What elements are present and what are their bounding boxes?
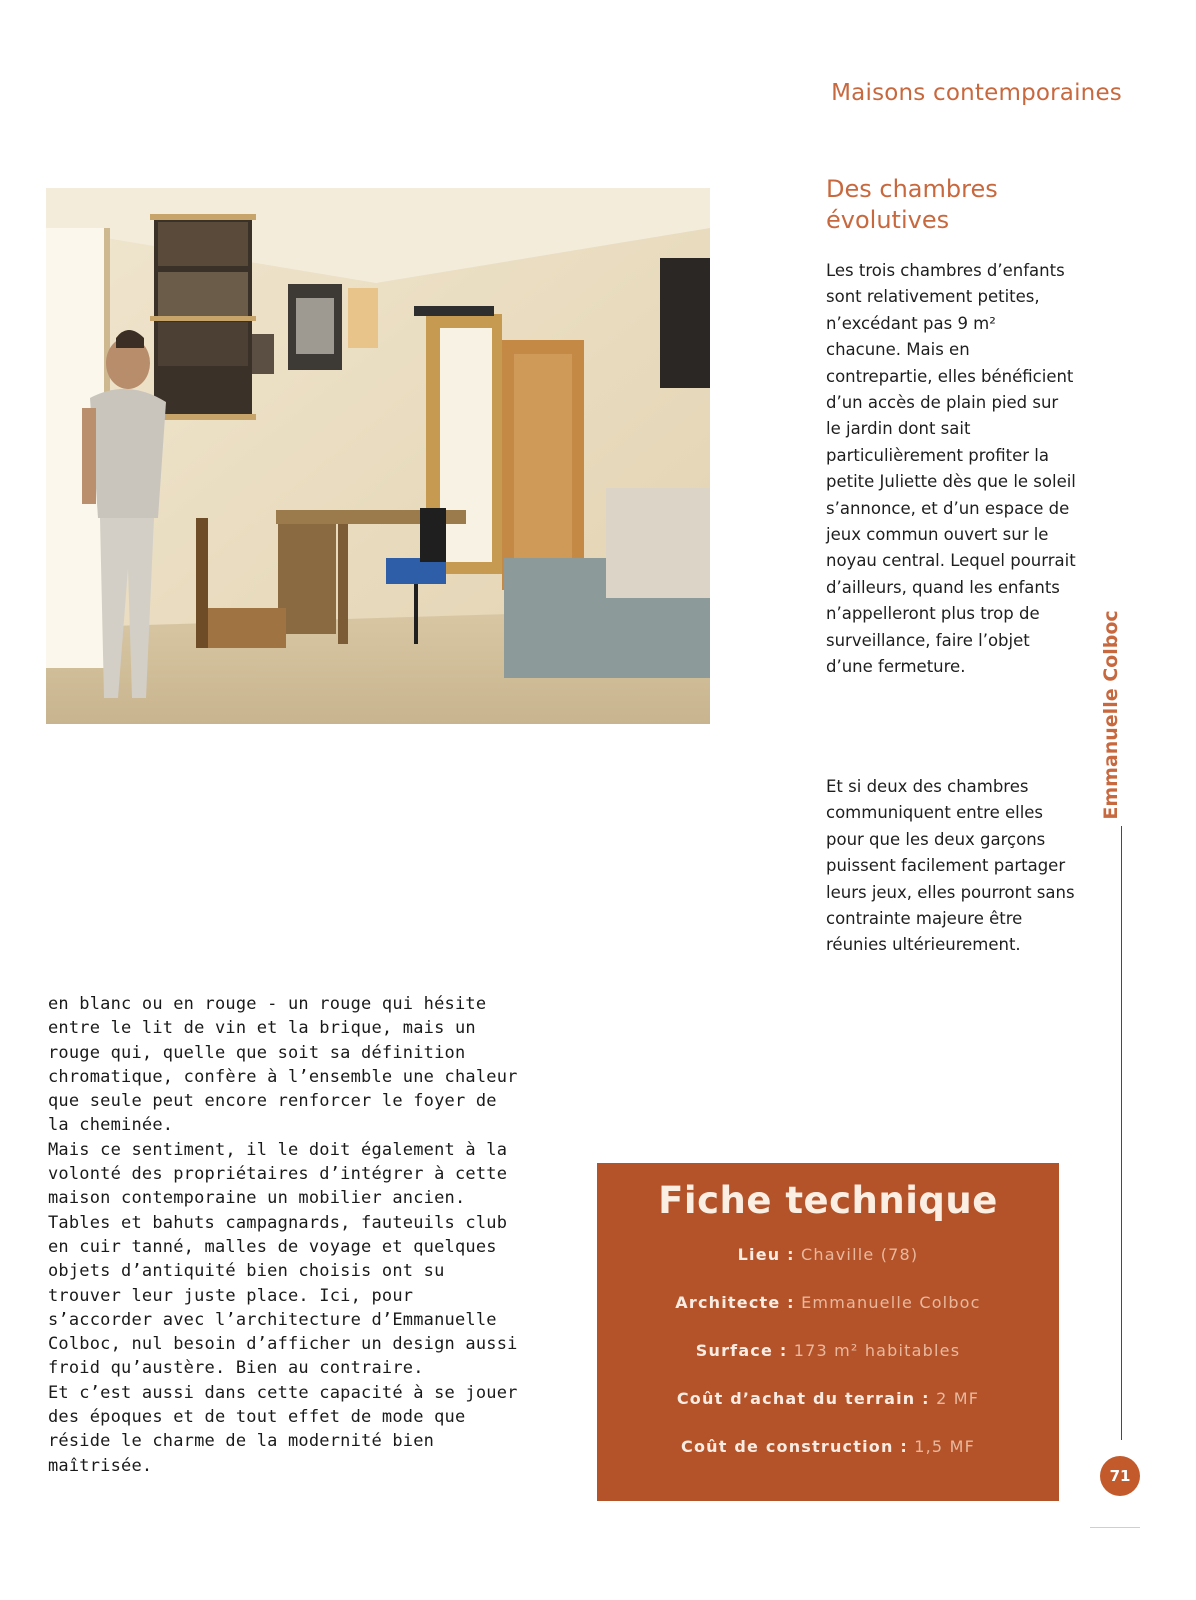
sidebar-paragraph: Les trois chambres d’enfants sont relativement petites, n’excédant pas 9 m² chacune. Mais en contrepartie, elles bénéficient d’un accès de plain pied sur le jardin dont sait particulièrement profiter la petite Juliette dès que le soleil s’annonce, et d’un espace de jeux commun ouvert sur le noyau central. Lequel pourrait d’ailleurs, quand les enfants n’appelleront plus trop de surveillance, faire l’objet d’une fermeture. [826, 261, 1076, 677]
vertical-rule [1121, 826, 1122, 1440]
fiche-value: 2 MF [936, 1389, 980, 1408]
bedroom-photo [46, 188, 710, 724]
fiche-row-lieu [597, 1238, 1059, 1272]
sidebar-column-2 [826, 774, 1076, 959]
fiche-row-construction [597, 1430, 1059, 1464]
main-paragraph: Mais ce sentiment, il le doit également à la volonté des propriétaires d’intégrer à cette maison contemporaine un mobilier ancien. Tables et bahuts campagnards, fauteuils club en cuir tanné, malles de voyage et quelques objets d’antiquité bien choisis ont su trouver leur juste place. Ici, pour s’accorder avec l’architecture d’Emmanuelle Colboc, nul besoin d’afficher un design aussi froid qu’austère. Bien au contraire. [48, 1139, 518, 1379]
fiche-row-surface [597, 1334, 1059, 1368]
fiche-label: Coût de construction : [681, 1437, 908, 1456]
main-paragraph: Et c’est aussi dans cette capacité à se jouer des époques et de tout effet de mode que réside le charme de la modernité bien maîtrisée. [48, 1382, 518, 1476]
fiche-value: 173 m² habitables [793, 1341, 961, 1360]
fiche-row-terrain [597, 1382, 1059, 1416]
main-text [48, 992, 518, 1478]
footer-divider [1090, 1527, 1140, 1528]
fiche-label: Coût d’achat du terrain : [676, 1389, 930, 1408]
page-number: 71 [1100, 1456, 1140, 1496]
sidebar-title-line2: évolutives [826, 206, 950, 234]
sidebar-title [826, 174, 1126, 236]
fiche-value: Emmanuelle Colboc [801, 1293, 981, 1312]
fiche-title: Fiche technique [658, 1179, 998, 1222]
fiche-technique-box [597, 1163, 1059, 1501]
fiche-label: Surface : [695, 1341, 788, 1360]
section-header: Maisons contemporaines [831, 80, 1122, 106]
fiche-label: Lieu : [737, 1245, 795, 1264]
author-credit-text: Emmanuelle Colboc [1100, 610, 1122, 820]
author-credit [1099, 610, 1123, 820]
sidebar-title-line1: Des chambres [826, 175, 998, 203]
sidebar-column [826, 258, 1076, 681]
fiche-value: 1,5 MF [914, 1437, 975, 1456]
fiche-row-architecte [597, 1286, 1059, 1320]
fiche-rows [597, 1238, 1059, 1464]
fiche-label: Architecte : [675, 1293, 795, 1312]
sidebar-paragraph: Et si deux des chambres communiquent entre elles pour que les deux garçons puissent facilement partager leurs jeux, elles pourront sans contrainte majeure être réunies ultérieurement. [826, 777, 1075, 955]
fiche-value: Chaville (78) [801, 1245, 919, 1264]
main-paragraph: en blanc ou en rouge - un rouge qui hésite entre le lit de vin et la brique, mais un rouge qui, quelle que soit sa définition chromatique, confère à l’ensemble une chaleur que seule peut encore renforcer le foyer de la cheminée. [48, 994, 518, 1136]
